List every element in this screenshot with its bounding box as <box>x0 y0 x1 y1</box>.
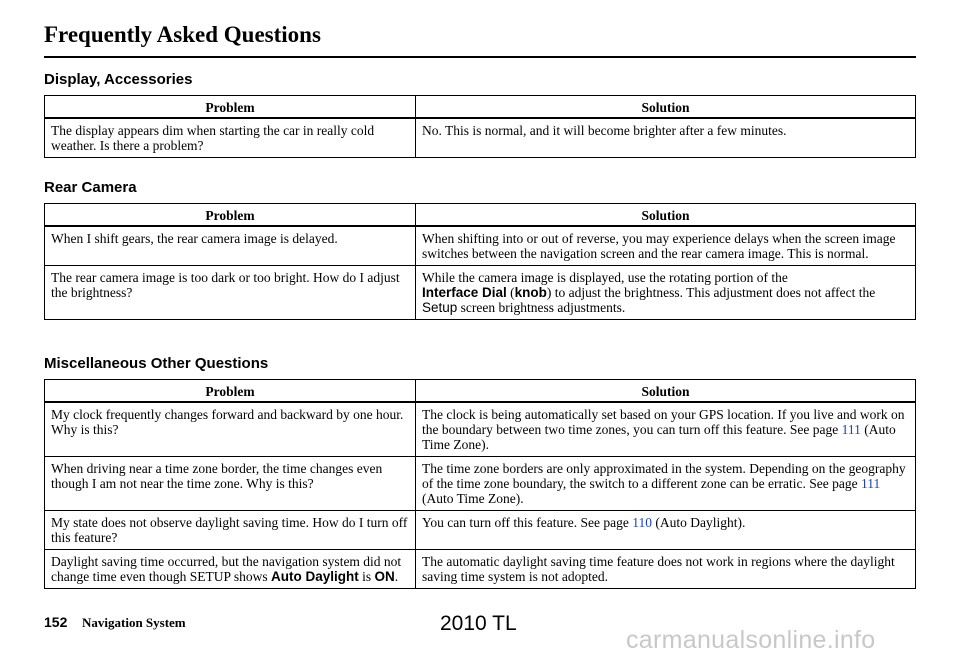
problem-text: is <box>358 569 375 584</box>
on-term: ON <box>374 569 395 584</box>
solution-cell: The automatic daylight saving time feature does not work in regions where the daylight saving time system is not adopted. <box>416 550 916 589</box>
auto-daylight-term: Auto Daylight <box>270 569 359 584</box>
table-row <box>45 511 916 550</box>
solution-text: The time zone borders are only approximated in the system. Depending on the geography of the time zone boundary, the switch to a different zone can be erratic. See page <box>422 461 906 491</box>
footer-label: Navigation System <box>82 615 186 630</box>
column-header-solution: Solution <box>416 380 916 403</box>
model-watermark: 2010 TL <box>440 612 517 635</box>
solution-text: While the camera image is displayed, use the rotating portion of the <box>422 270 788 285</box>
page-link[interactable]: 111 <box>860 476 881 491</box>
problem-cell: The display appears dim when starting the car in really cold weather. Is there a problem? <box>45 118 416 158</box>
column-header-solution: Solution <box>416 96 916 119</box>
problem-cell: My clock frequently changes forward and backward by one hour. Why is this? <box>45 402 416 457</box>
solution-cell: No. This is normal, and it will become brighter after a few minutes. <box>416 118 916 158</box>
table-header-row <box>45 380 916 403</box>
table-row <box>45 226 916 266</box>
page-link[interactable]: 111 <box>841 422 861 437</box>
table-header-row <box>45 204 916 227</box>
table-row <box>45 266 916 320</box>
faq-table-camera <box>44 203 916 320</box>
solution-cell <box>416 457 916 511</box>
solution-text: You can turn off this feature. See page <box>422 515 633 530</box>
section-title-display: Display, Accessories <box>44 71 193 88</box>
solution-cell <box>416 511 916 550</box>
column-header-problem: Problem <box>45 96 416 119</box>
page-number: 152 <box>44 614 68 630</box>
solution-text: (Auto Daylight). <box>651 515 746 530</box>
problem-cell <box>45 550 416 589</box>
table-row <box>45 402 916 457</box>
table-row <box>45 550 916 589</box>
faq-table-display <box>44 95 916 158</box>
page-title: Frequently Asked Questions <box>44 22 321 47</box>
solution-cell: When shifting into or out of reverse, you may experience delays when the screen image switches between the navigation screen and the rear camera image. This is normal. <box>416 226 916 266</box>
solution-text: screen brightness adjustments. <box>457 300 626 315</box>
problem-cell: My state does not observe daylight saving time. How do I turn off this feature? <box>45 511 416 550</box>
page-link[interactable]: 110 <box>632 515 652 530</box>
problem-text: Daylight saving time occurred, but the navigation system did not change time even though SETUP shows <box>51 554 402 584</box>
solution-text: (Auto Time Zone). <box>422 491 524 506</box>
section-title-camera: Rear Camera <box>44 179 137 196</box>
solution-text: (Auto Time Zone). <box>422 422 896 452</box>
solution-cell <box>416 266 916 320</box>
solution-text: ) to adjust the brightness. This adjustment does not affect the <box>546 285 876 300</box>
column-header-solution: Solution <box>416 204 916 227</box>
solution-text: The clock is being automatically set based on your GPS location. If you live and work on the boundary between two time zones, you can turn off this feature. See page <box>422 407 905 437</box>
solution-cell <box>416 402 916 457</box>
column-header-problem: Problem <box>45 380 416 403</box>
table-row <box>45 457 916 511</box>
site-watermark: carmanualsonline.info <box>626 626 876 654</box>
section-title-misc: Miscellaneous Other Questions <box>44 355 269 372</box>
knob-term: knob <box>514 285 547 300</box>
setup-term: Setup <box>422 300 458 315</box>
interface-dial-term: Interface Dial <box>422 285 507 300</box>
problem-cell: When I shift gears, the rear camera image is delayed. <box>45 226 416 266</box>
problem-text: . <box>394 569 399 584</box>
column-header-problem: Problem <box>45 204 416 227</box>
faq-table-misc <box>44 379 916 589</box>
problem-cell: When driving near a time zone border, the time changes even though I am not near the time zone. Why is this? <box>45 457 416 511</box>
title-divider <box>44 56 916 58</box>
problem-cell: The rear camera image is too dark or too bright. How do I adjust the brightness? <box>45 266 416 320</box>
table-header-row <box>45 96 916 119</box>
solution-text: ( <box>506 285 515 300</box>
table-row <box>45 118 916 158</box>
